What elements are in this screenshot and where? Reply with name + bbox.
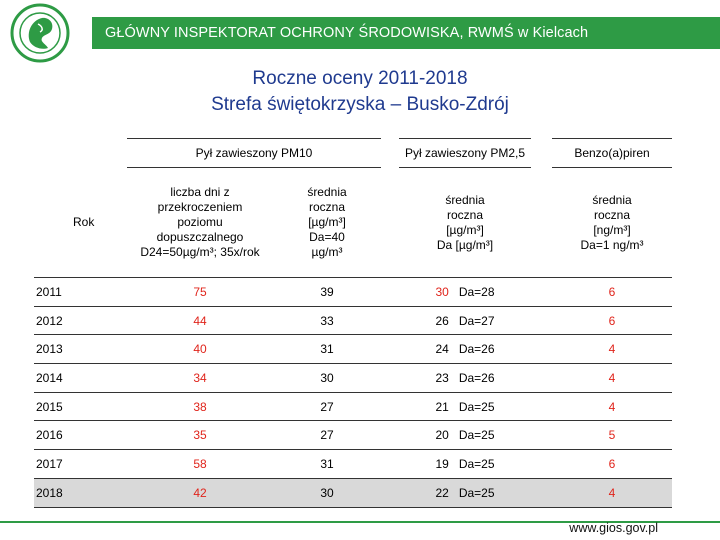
col-header-pm25-avg-line: [µg/m³] bbox=[446, 222, 484, 237]
cell-pm25-da: Da=25 bbox=[458, 485, 495, 500]
col-header-bap-avg-line: Da=1 ng/m³ bbox=[580, 237, 644, 252]
cell-year: 2014 bbox=[34, 364, 127, 393]
col-header-pm10-days-line: przekroczeniem bbox=[157, 200, 243, 214]
cell-pm25-da: Da=26 bbox=[458, 370, 495, 385]
cell-pm10-avg: 39 bbox=[273, 278, 381, 307]
cell-bap: 6 bbox=[552, 278, 672, 307]
table-row bbox=[34, 392, 672, 421]
cell-bap: 4 bbox=[552, 478, 672, 507]
cell-year: 2013 bbox=[34, 335, 127, 364]
cell-pm10-avg: 30 bbox=[273, 478, 381, 507]
cell-pm25-value: 26 bbox=[435, 313, 449, 328]
cell-pm25-value: 24 bbox=[435, 342, 449, 357]
footer-url[interactable]: www.gios.gov.pl bbox=[569, 521, 658, 535]
cell-year: 2017 bbox=[34, 450, 127, 479]
cell-pm10-avg: 33 bbox=[273, 306, 381, 335]
cell-pm10-days: 35 bbox=[127, 421, 273, 450]
col-header-bap-avg-line: średnia bbox=[592, 192, 632, 207]
header-bar bbox=[0, 0, 720, 66]
cell-pm10-avg: 31 bbox=[273, 450, 381, 479]
cell-bap: 4 bbox=[552, 335, 672, 364]
col-header-pm10-avg-line: roczna bbox=[308, 200, 346, 214]
cell-bap: 6 bbox=[552, 450, 672, 479]
col-header-pm25-avg-line: roczna bbox=[446, 207, 484, 222]
title-line-2: Strefa świętokrzyska – Busko-Zdrój bbox=[211, 94, 509, 115]
cell-pm10-days: 75 bbox=[127, 278, 273, 307]
col-header-pm10-avg-line: [µg/m³] bbox=[308, 215, 346, 229]
cell-year: 2011 bbox=[34, 278, 127, 307]
table-row bbox=[34, 421, 672, 450]
header-row-columns bbox=[34, 168, 672, 278]
cell-pm25-da: Da=25 bbox=[458, 428, 495, 443]
table-row bbox=[34, 478, 672, 507]
col-header-pm10-days bbox=[127, 168, 273, 278]
cell-pm25 bbox=[399, 364, 531, 393]
cell-pm10-avg: 27 bbox=[273, 392, 381, 421]
table-row bbox=[34, 335, 672, 364]
col-header-pm10-days-line: dopuszczalnego bbox=[156, 230, 244, 244]
cell-bap: 6 bbox=[552, 306, 672, 335]
group-header-pm25: Pył zawieszony PM2,5 bbox=[399, 139, 531, 168]
col-header-pm10-avg-line: Da=40 bbox=[309, 230, 345, 244]
table-row bbox=[34, 364, 672, 393]
table-body bbox=[34, 278, 672, 508]
group-header-bap: Benzo(a)piren bbox=[552, 139, 672, 168]
col-header-pm25-avg-line: średnia bbox=[445, 192, 485, 207]
cell-bap: 4 bbox=[552, 364, 672, 393]
page-title bbox=[0, 66, 720, 118]
col-header-bap-avg-line: [ng/m³] bbox=[593, 222, 631, 237]
cell-pm25 bbox=[399, 392, 531, 421]
cell-pm10-days: 40 bbox=[127, 335, 273, 364]
gios-logo-icon bbox=[2, 2, 82, 64]
table-row bbox=[34, 278, 672, 307]
cell-pm25-da: Da=25 bbox=[458, 456, 495, 471]
col-header-pm25-avg-line: Da [µg/m³] bbox=[436, 237, 494, 252]
cell-pm10-days: 42 bbox=[127, 478, 273, 507]
cell-year: 2016 bbox=[34, 421, 127, 450]
cell-year: 2012 bbox=[34, 306, 127, 335]
cell-pm25-da: Da=28 bbox=[458, 284, 495, 299]
cell-bap: 5 bbox=[552, 421, 672, 450]
col-header-rok-label: Rok bbox=[73, 214, 95, 229]
col-header-bap-avg-line: roczna bbox=[593, 207, 631, 222]
col-header-pm25-avg bbox=[399, 168, 531, 278]
col-header-rok bbox=[34, 168, 127, 278]
cell-pm25-value: 21 bbox=[435, 399, 449, 414]
col-header-bap-avg bbox=[552, 168, 672, 278]
cell-pm25 bbox=[399, 335, 531, 364]
cell-pm25 bbox=[399, 478, 531, 507]
cell-pm25-value: 22 bbox=[435, 485, 449, 500]
group-header-pm10: Pył zawieszony PM10 bbox=[127, 139, 381, 168]
cell-pm25 bbox=[399, 421, 531, 450]
cell-pm10-avg: 30 bbox=[273, 364, 381, 393]
cell-pm10-days: 34 bbox=[127, 364, 273, 393]
data-table bbox=[34, 138, 672, 508]
cell-pm10-days: 58 bbox=[127, 450, 273, 479]
cell-year: 2018 bbox=[34, 478, 127, 507]
header-title: GŁÓWNY INSPEKTORAT OCHRONY ŚRODOWISKA, RWMŚ w Kielcach bbox=[105, 25, 589, 41]
col-header-pm10-days-line: poziomu bbox=[177, 215, 223, 229]
table-row bbox=[34, 450, 672, 479]
header-row-groups bbox=[34, 139, 672, 168]
cell-year: 2015 bbox=[34, 392, 127, 421]
cell-pm25-da: Da=25 bbox=[458, 399, 495, 414]
cell-pm25 bbox=[399, 450, 531, 479]
cell-pm25-da: Da=26 bbox=[458, 342, 495, 357]
table-row bbox=[34, 306, 672, 335]
col-header-pm10-avg-line: średnia bbox=[307, 185, 347, 199]
cell-pm10-avg: 27 bbox=[273, 421, 381, 450]
col-header-pm10-avg bbox=[273, 168, 381, 278]
cell-pm25-value: 23 bbox=[435, 370, 449, 385]
title-line-1: Roczne oceny 2011-2018 bbox=[252, 68, 468, 89]
cell-pm25-value: 20 bbox=[435, 428, 449, 443]
cell-pm10-avg: 31 bbox=[273, 335, 381, 364]
col-header-pm10-days-line: D24=50µg/m³; 35x/rok bbox=[140, 245, 260, 259]
col-header-pm10-avg-line: µg/m³ bbox=[311, 245, 343, 259]
col-header-pm10-days-line: liczba dni z bbox=[170, 185, 230, 199]
cell-pm10-days: 44 bbox=[127, 306, 273, 335]
cell-pm10-days: 38 bbox=[127, 392, 273, 421]
cell-pm25-value: 30 bbox=[435, 284, 449, 299]
cell-pm25 bbox=[399, 278, 531, 307]
cell-bap: 4 bbox=[552, 392, 672, 421]
cell-pm25-value: 19 bbox=[435, 456, 449, 471]
cell-pm25 bbox=[399, 306, 531, 335]
cell-pm25-da: Da=27 bbox=[458, 313, 495, 328]
